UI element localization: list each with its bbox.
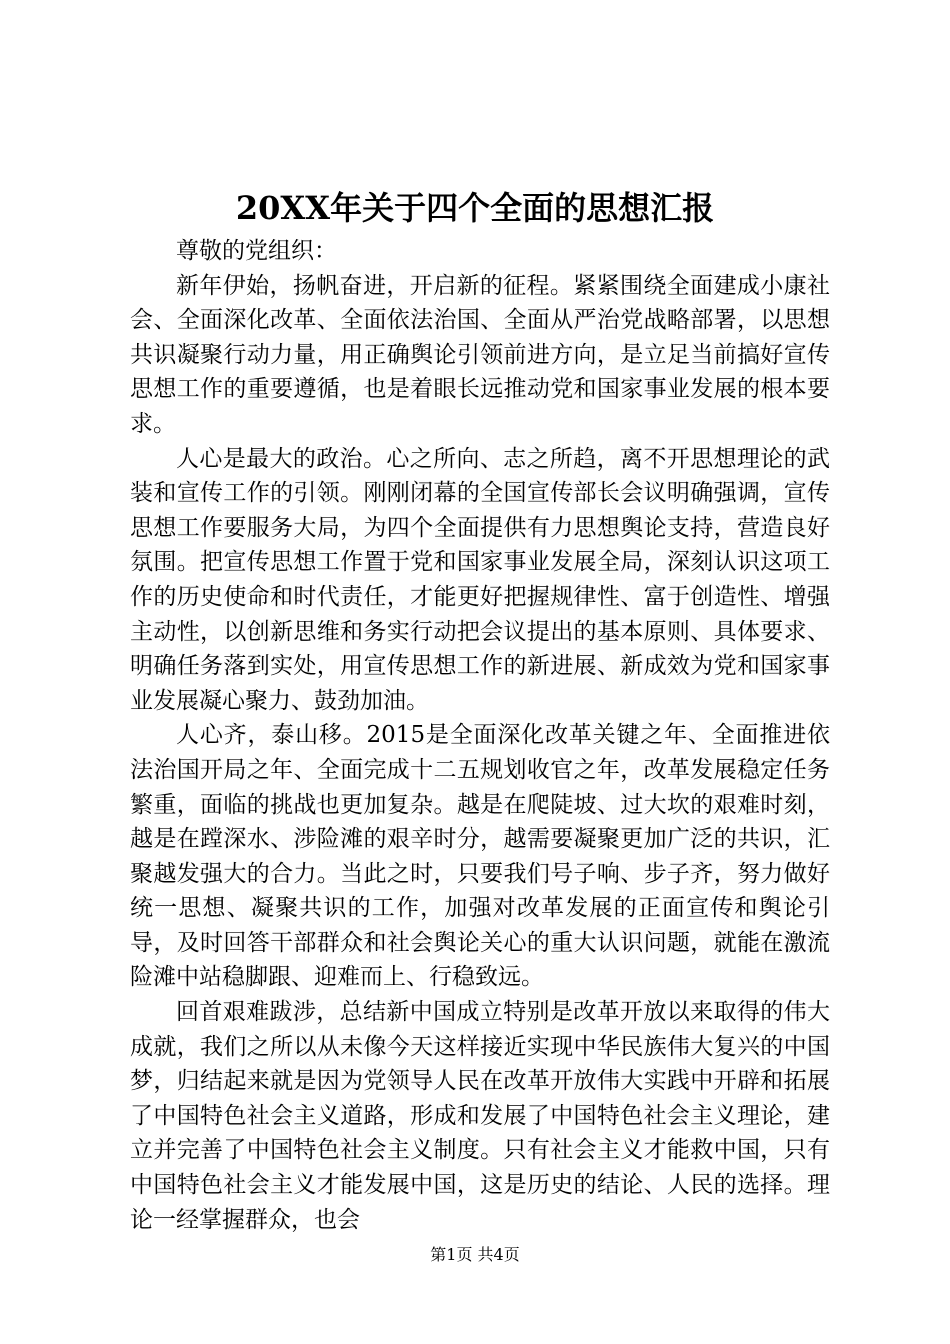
paragraph-1: 新年伊始，扬帆奋进，开启新的征程。紧紧围绕全面建成小康社会、全面深化改革、全面依法治国、全面从严治党战略部署，以思想共识凝聚行动力量，用正确舆论引领前进方向，是立足当前搞好宣传思想工作的重要遵循，也是着眼长远推动党和国家事业发展的根本要求。 [130, 272, 830, 437]
salutation: 尊敬的党组织： [176, 238, 337, 264]
document-body [130, 234, 830, 1237]
page-footer: 第1页 共4页 [430, 1245, 520, 1264]
document-title: 20XX年关于四个全面的思想汇报 [235, 189, 715, 227]
paragraph-3: 人心齐，泰山移。2015是全面深化改革关键之年、全面推进依法治国开局之年、全面完成十二五规划收官之年，改革发展稳定任务繁重，面临的挑战也更加复杂。越是在爬陡坡、过大坎的艰难时刻，越是在蹚深水、涉险滩的艰辛时分，越需要凝聚更加广泛的共识，汇聚越发强大的合力。当此之时，只要我们号子响、步子齐，努力做好统一思想、凝聚共识的工作，加强对改革发展的正面宣传和舆论引导，及时回答干部群众和社会舆论关心的重大认识问题，就能在激流险滩中站稳脚跟、迎难而上、行稳致远。 [130, 722, 830, 991]
paragraph-2: 人心是最大的政治。心之所向、志之所趋，离不开思想理论的武装和宣传工作的引领。刚刚闭幕的全国宣传部长会议明确强调，宣传思想工作要服务大局，为四个全面提供有力思想舆论支持，营造良好氛围。把宣传思想工作置于党和国家事业发展全局，深刻认识这项工作的历史使命和时代责任，才能更好把握规律性、富于创造性、增强主动性，以创新思维和务实行动把会议提出的基本原则、具体要求、明确任务落到实处，用宣传思想工作的新进展、新成效为党和国家事业发展凝心聚力、鼓劲加油。 [130, 445, 830, 714]
paragraph-4: 回首艰难跋涉，总结新中国成立特别是改革开放以来取得的伟大成就，我们之所以从未像今天这样接近实现中华民族伟大复兴的中国梦，归结起来就是因为党领导人民在改革开放伟大实践中开辟和拓展了中国特色社会主义道路，形成和发展了中国特色社会主义理论，建立并完善了中国特色社会主义制度。只有社会主义才能救中国，只有中国特色社会主义才能发展中国，这是历史的结论、人民的选择。理论一经掌握群众，也会 [130, 999, 830, 1233]
